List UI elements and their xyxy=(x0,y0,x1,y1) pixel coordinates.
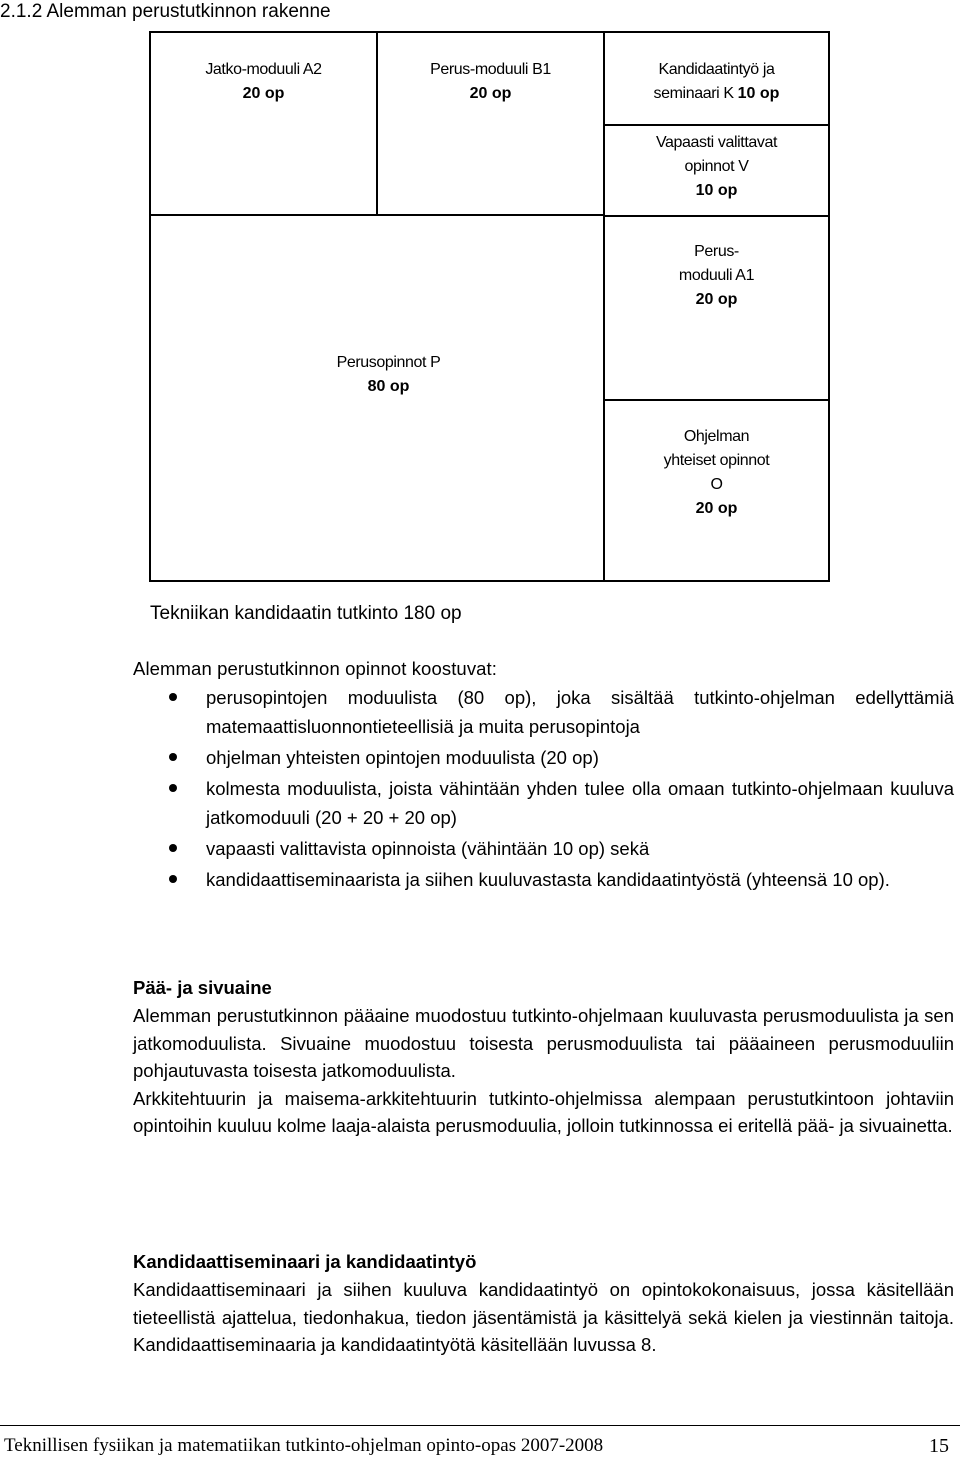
vapaasti-label-2: opinnot V xyxy=(684,158,749,175)
list-item xyxy=(133,834,954,863)
perusopinnot-label: Perusopinnot P xyxy=(336,354,441,371)
diagram-caption: Tekniikan kandidaatin tutkinto 180 op xyxy=(150,603,462,624)
perus-a1-label-1: Perus- xyxy=(694,243,739,260)
vapaasti-label-1: Vapaasti valittavat xyxy=(655,134,778,151)
perus-a1-credits: 20 op xyxy=(695,291,738,308)
page-number: 15 xyxy=(929,1435,949,1457)
jatko-module-credits: 20 op xyxy=(242,85,285,102)
list-item xyxy=(133,743,954,772)
list-item-text: kolmesta moduulista, joista vähintään yhden tulee olla omaan tutkinto-ohjelmaan kuuluva jatkomoduuli (20 + 20 + 20 op) xyxy=(206,778,954,828)
footer-divider xyxy=(0,1425,960,1426)
footer-title: Teknillisen fysiikan ja matematiikan tutkinto-ohjelman opinto-opas 2007-2008 xyxy=(4,1435,604,1456)
perus-b1-credits: 20 op xyxy=(469,85,512,102)
section-title: Kandidaattiseminaari ja kandidaatintyö xyxy=(133,1251,477,1272)
major-minor-section xyxy=(133,974,954,1140)
section-paragraph: Kandidaattiseminaari ja siihen kuuluva kandidaatintyö on opintokokonaisuus, jossa käsitellään tieteellistä ajattelua, tiedonhakua, tiedon jäsentämistä ja käsittelyä sekä kielen ja viestinnän taitoja. Kandidaattiseminaaria ja kandidaatintyötä käsitellään luvussa 8. xyxy=(133,1279,954,1355)
perus-a1-cell xyxy=(605,240,828,312)
divider-vapaasti-a1 xyxy=(603,215,828,217)
bullet-icon xyxy=(169,784,177,792)
intro-text: Alemman perustutkinnon opinnot koostuvat: xyxy=(133,658,498,679)
perus-a1-label-2: moduuli A1 xyxy=(678,267,755,284)
list-item-text: vapaasti valittavista opinnoista (vähintään 10 op) sekä xyxy=(206,838,650,859)
yhteiset-label-1: Ohjelman xyxy=(683,428,750,445)
perusopinnot-cell xyxy=(151,351,626,399)
yhteiset-credits: 20 op xyxy=(695,500,738,517)
section-paragraph: Arkkitehtuurin ja maisema-arkkitehtuurin tutkinto-ohjelmissa alempaan perustutkintoon johtaviin opintoihin kuuluu kolme laaja-alaista perusmoduulia, jolloin tutkinnossa ei eritellä pää- ja sivuainetta. xyxy=(133,1087,954,1136)
list-item-text: ohjelman yhteisten opintojen moduulista (20 op) xyxy=(206,747,599,768)
bullet-icon xyxy=(169,844,177,852)
section-title: Pää- ja sivuaine xyxy=(133,977,272,998)
list-item-text: perusopintojen moduulista (80 op), joka sisältää tutkinto-ohjelman edellyttämiä matemaattisluonnontieteellisiä ja muita perusopintoja xyxy=(206,687,954,737)
bullet-icon xyxy=(169,693,177,701)
divider-kandi-vapaasti xyxy=(603,124,828,126)
degree-structure-diagram xyxy=(149,31,830,582)
kandi-label-2: seminaari K xyxy=(653,85,734,102)
jatko-module-label: Jatko-moduuli A2 xyxy=(205,61,322,78)
kandi-label-1: Kandidaatintyö ja xyxy=(658,61,775,78)
perus-b1-label: Perus-moduuli B1 xyxy=(430,61,551,78)
divider-a1-yhteiset xyxy=(603,399,828,401)
composition-list xyxy=(133,683,954,896)
bullet-icon xyxy=(169,875,177,883)
perusopinnot-credits: 80 op xyxy=(367,378,410,395)
yhteiset-label-3: O xyxy=(710,476,723,493)
jatko-module-cell xyxy=(151,58,376,106)
section-paragraph: Alemman perustutkinnon pääaine muodostuu tutkinto-ohjelmaan kuuluvasta perusmoduulista ja sen jatkomoduulista. Sivuaine muodostuu toisesta perusmoduulista tai pääaineen perusmoduuliin pohjautuvasta toisesta jatkomoduulista. xyxy=(133,1005,954,1081)
yhteiset-label-2: yhteiset opinnot xyxy=(663,452,770,469)
vapaasti-credits: 10 op xyxy=(695,182,738,199)
perus-b1-cell xyxy=(378,58,603,106)
section-heading: 2.1.2 Alemman perustutkinnon rakenne xyxy=(0,1,331,22)
yhteiset-cell xyxy=(605,425,828,521)
list-item xyxy=(133,774,954,832)
list-item xyxy=(133,683,954,741)
bullet-icon xyxy=(169,753,177,761)
list-item-text: kandidaattiseminaarista ja siihen kuuluvastasta kandidaatintyöstä (yhteensä 10 op). xyxy=(206,869,890,890)
kandi-credits: 10 op xyxy=(737,85,780,102)
divider-top-row xyxy=(151,214,605,216)
list-item xyxy=(133,865,954,894)
seminar-section xyxy=(133,1248,954,1359)
vapaasti-cell xyxy=(605,131,828,203)
kandi-cell xyxy=(605,58,828,106)
